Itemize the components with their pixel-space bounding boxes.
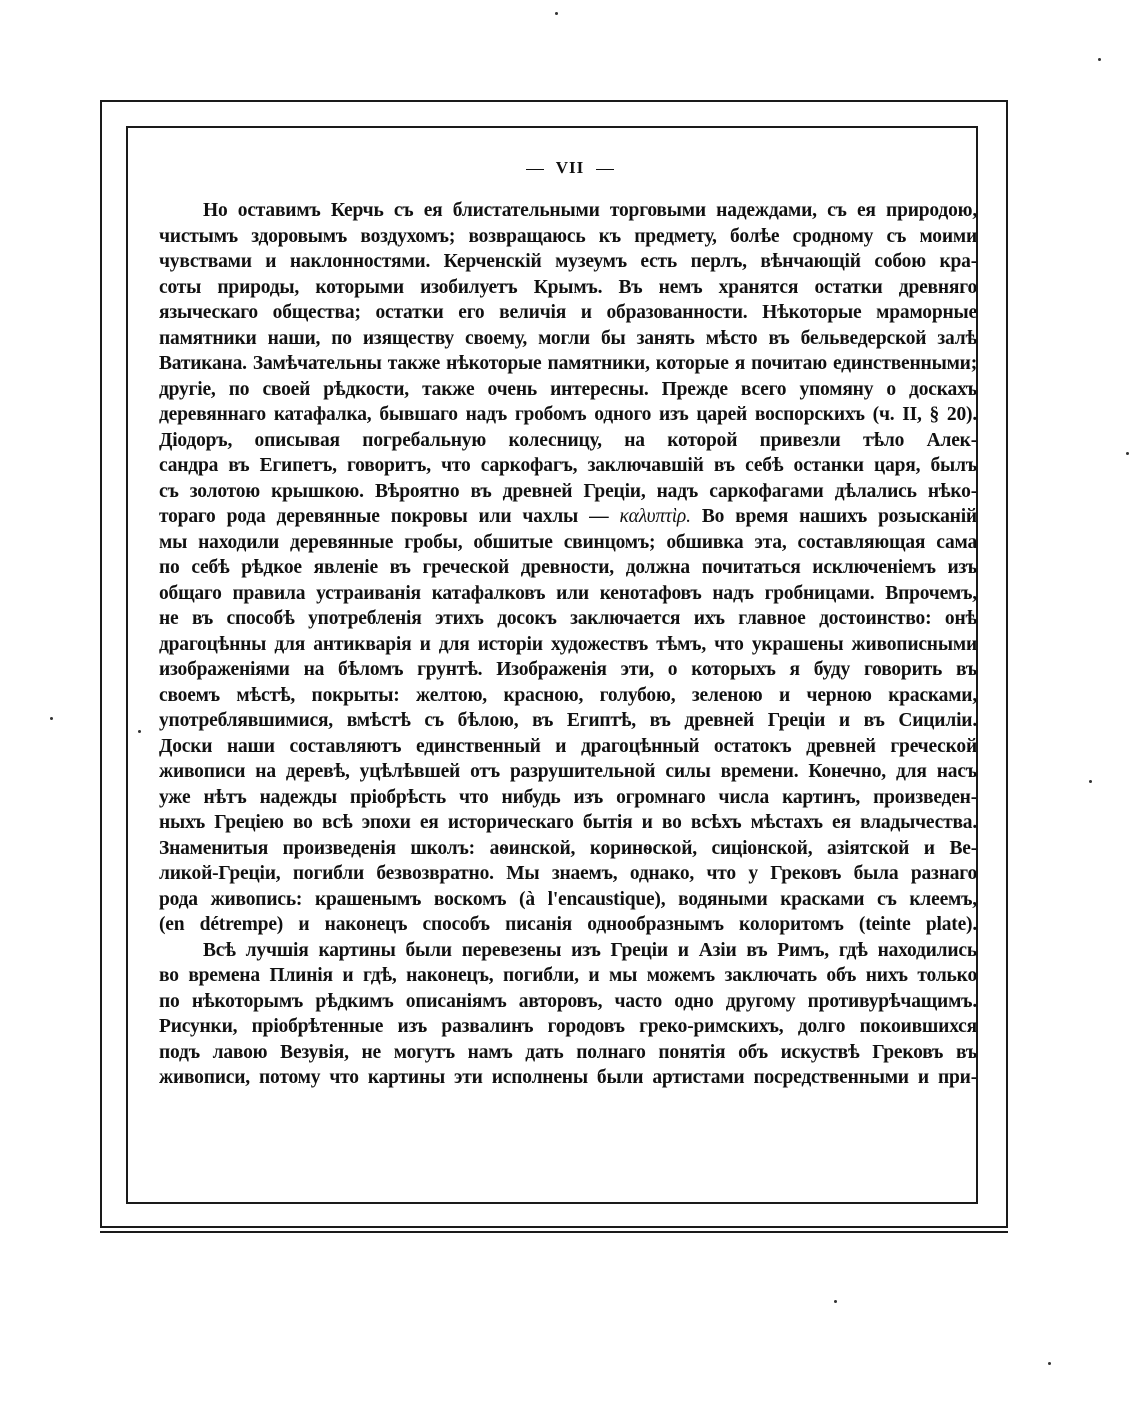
text-line: общаго правила устраиванія катафалковъ или кенотафовъ надъ гробницами. Впрочемъ, (159, 582, 977, 604)
text-line: чувствами и наклонностями. Керченскій музеумъ есть перлъ, вѣнчающій собою кра- (159, 251, 977, 272)
text-line: Рисунки, пріобрѣтенные изъ развалинъ городовъ греко-римскихъ, долго покоившихся (159, 1016, 977, 1037)
text-line: языческаго общества; остатки его величія и образованности. Нѣкоторые мраморные (159, 302, 977, 323)
text-line-head: тораго рода деревянные покровы или чахлы — (159, 506, 609, 527)
text-line: по нѣкоторымъ рѣдкимъ описаніямъ авторовъ, часто одно другому противурѣчащимъ. (159, 990, 977, 1012)
text-line: рода живопись: крашенымъ воскомъ (à l'encaustique), водяными красками съ клеемъ, (159, 888, 977, 910)
text-line: соты природы, которыми изобилуетъ Крымъ. Въ немъ хранятся остатки древняго (159, 276, 977, 298)
page-number (0, 158, 1140, 178)
scan-speck (138, 730, 141, 733)
text-line: ныхъ Греціею во всѣ эпохи ея историческаго бытія и во всѣхъ мѣстахъ ея владычества. (159, 812, 977, 833)
scan-speck (1098, 58, 1101, 61)
text-line: живописи на деревѣ, уцѣлѣвшей отъ разрушительной силы времени. Конечно, для насъ (159, 761, 977, 782)
outer-bottom-rule (100, 1231, 1008, 1233)
text-line: по себѣ рѣдкое явленіе въ греческой древности, должна почитаться исключеніемъ изъ (159, 557, 977, 578)
text-line: употреблявшимися, вмѣстѣ съ бѣлою, въ Египтѣ, въ древней Греціи и въ Сициліи. (159, 710, 977, 731)
text-line: изображеніями на бѣломъ грунтѣ. Изображенія эти, о которыхъ я буду говорить въ (159, 659, 977, 680)
page-number-dash-right (596, 169, 614, 170)
scan-speck (1126, 452, 1129, 455)
paragraph-1 (159, 198, 977, 938)
text-line: чистымъ здоровымъ воздухомъ; возвращаюсь къ предмету, болѣе сродному съ моими (159, 225, 977, 247)
page-number-text: VII (555, 158, 585, 177)
scan-speck (555, 12, 558, 15)
text-line: живописи, потому что картины эти исполнены были артистами посредственными и при- (159, 1067, 977, 1088)
text-line-tail: Во время нашихъ розысканій (701, 506, 977, 527)
text-line: во времена Плинія и гдѣ, наконецъ, погибли, и мы можемъ заключать объ нихъ только (159, 965, 977, 986)
text-line: своемъ мѣстѣ, покрыты: желтою, красною, голубою, зеленою и черною красками, (159, 684, 977, 706)
text-line: драгоцѣнны для антикварія и для исторіи художествъ тѣмъ, что украшены живописными (159, 633, 977, 655)
text-line: подъ лавою Везувія, не могутъ намъ дать полнаго понятія объ искуствѣ Грековъ въ (159, 1041, 977, 1063)
text-line: Всѣ лучшія картины были перевезены изъ Греціи и Азіи въ Римъ, гдѣ находились (203, 939, 977, 961)
text-line: Знаменитыя произведенія школъ: аѳинской, коринѳской, сиціонской, азіятской и Ве- (159, 837, 977, 859)
text-line: деревяннаго катафалка, бывшаго надъ гробомъ одного изъ царей воспорскихъ (ч. II, § 20). (159, 404, 977, 425)
text-line: уже нѣтъ надежды пріобрѣсть что нибудь изъ огромнаго числа картинъ, произведен- (159, 786, 977, 808)
text-line: Діодоръ, описывая погребальную колесницу, на которой привезли тѣло Алек- (159, 429, 977, 451)
text-line: (en détrempe) и наконецъ способъ писанія однообразнымъ колоритомъ (teinte plate). (159, 914, 977, 935)
text-line: ликой-Греціи, погибли безвозвратно. Мы знаемъ, однако, что у Грековъ была разнаго (159, 863, 977, 884)
text-line-with-greek (159, 504, 977, 530)
text-line: мы находили деревянные гробы, обшитые свинцомъ; обшивка эта, составляющая сама (159, 531, 977, 553)
greek-word: καλυπτὶρ. (619, 506, 691, 527)
text-line: сандра въ Египетъ, говоритъ, что саркофагъ, заключавшій въ себѣ останки царя, былъ (159, 455, 977, 476)
paragraph-2 (159, 938, 977, 1091)
text-line: Доски наши составляютъ единственный и драгоцѣнный остатокъ древней греческой (159, 735, 977, 757)
scan-speck (1089, 780, 1092, 783)
text-line: Ватикана. Замѣчательны также нѣкоторые памятники, которые я почитаю единственными; (159, 353, 977, 374)
text-line: не въ способѣ употребленія этихъ досокъ заключается ихъ главное достоинство: онѣ (159, 608, 977, 629)
text-line: памятники наши, по изяществу своему, могли бы занять мѣсто въ бельведерской залѣ (159, 327, 977, 349)
text-column (159, 198, 977, 1091)
scan-speck (834, 1300, 837, 1303)
page-number-dash-left (526, 169, 544, 170)
scan-speck (50, 717, 53, 720)
scan-speck (1048, 1362, 1051, 1365)
text-line: другіе, по своей рѣдкости, также очень интересны. Прежде всего упомяну о доскахъ (159, 378, 977, 400)
text-line: съ золотою крышкою. Вѣроятно въ древней Греціи, надъ саркофагами дѣлались нѣко- (159, 480, 977, 502)
text-line: Но оставимъ Керчь съ ея блистательными торговыми надеждами, съ ея природою, (203, 200, 977, 221)
